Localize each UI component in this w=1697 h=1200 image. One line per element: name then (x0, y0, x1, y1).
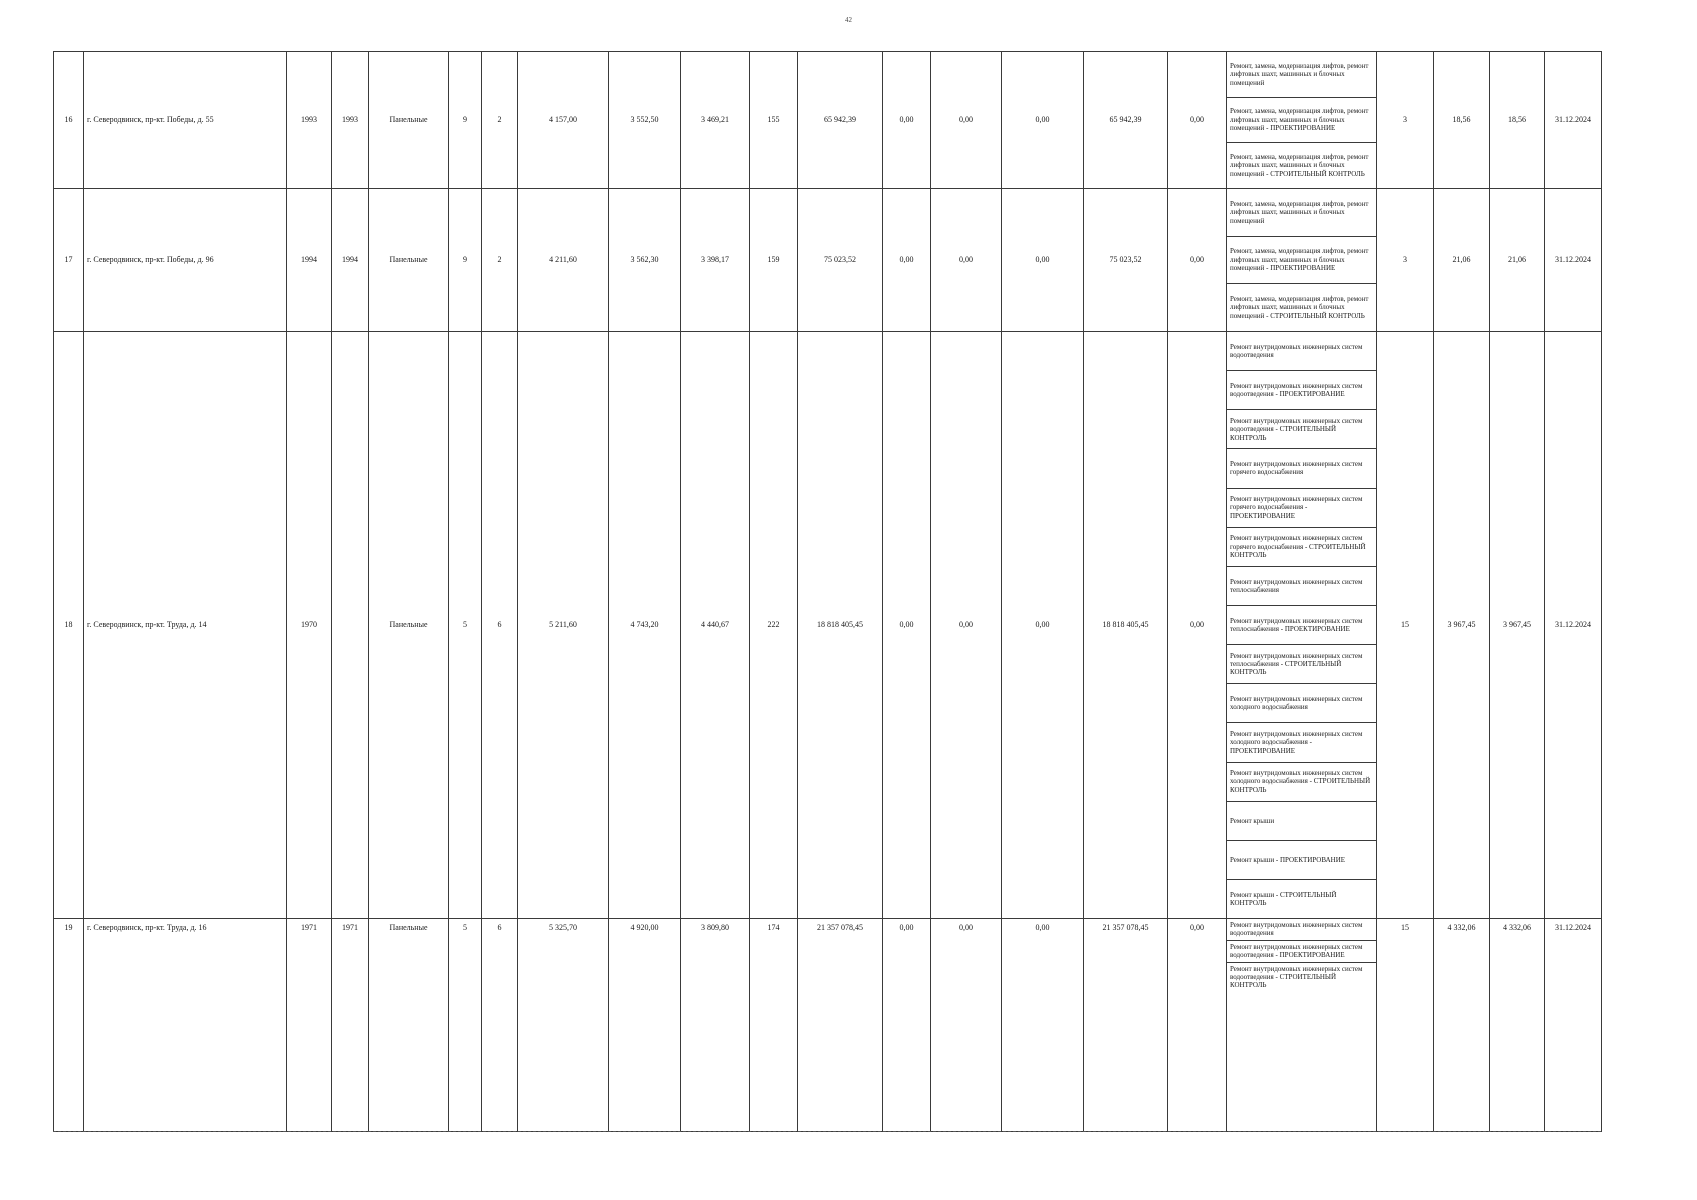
work-count-cell: 15 (1377, 919, 1434, 1132)
work-item: Ремонт внутридомовых инженерных систем холодного водоснабжения - СТРОИТЕЛЬНЫЙ КОНТРОЛЬ (1227, 763, 1376, 802)
work-item: Ремонт, замена, модернизация лифтов, ремонт лифтовых шахт, машинных и блочных помещений - СТРОИТЕЛЬНЫЙ КОНТРОЛЬ (1230, 153, 1369, 178)
unit-cost-max-cell: 3 967,45 (1490, 332, 1545, 919)
entrances-cell: 2 (482, 189, 518, 332)
table-row (54, 332, 1602, 919)
row-number: 18 (54, 332, 84, 919)
entrances-cell: 6 (482, 919, 518, 1132)
works-list (1227, 919, 1376, 992)
work-item: Ремонт крыши - ПРОЕКТИРОВАНИЕ (1227, 841, 1376, 880)
unit-cost-max-cell: 18,56 (1490, 52, 1545, 189)
cost-regional-cell: 0,00 (931, 189, 1002, 332)
work-item: Ремонт крыши - СТРОИТЕЛЬНЫЙ КОНТРОЛЬ (1230, 890, 1337, 908)
cost-owners-cell: 75 023,52 (1084, 189, 1168, 332)
works-cell (1227, 52, 1377, 189)
work-item: Ремонт внутридомовых инженерных систем теплоснабжения - СТРОИТЕЛЬНЫЙ КОНТРОЛЬ (1227, 645, 1376, 684)
work-item: Ремонт, замена, модернизация лифтов, ремонт лифтовых шахт, машинных и блочных помещений - ПРОЕКТИРОВАНИЕ (1227, 98, 1376, 144)
cost-total-cell: 18 818 405,45 (798, 332, 883, 919)
unit-cost-cell: 21,06 (1434, 189, 1490, 332)
unit-cost-max-cell: 21,06 (1490, 189, 1545, 332)
works-list (1227, 52, 1376, 188)
cost-regional-cell: 0,00 (931, 332, 1002, 919)
cost-local-cell: 0,00 (1002, 189, 1084, 332)
total-area-cell: 5 325,70 (518, 919, 609, 1132)
unit-cost-cell: 18,56 (1434, 52, 1490, 189)
area-premises-cell: 3 562,30 (609, 189, 681, 332)
table-row (54, 52, 1602, 189)
cost-federal-cell: 0,00 (883, 189, 931, 332)
repair-program-table (53, 51, 1602, 1132)
residents-cell: 174 (750, 919, 798, 1132)
work-item: Ремонт внутридомовых инженерных систем водоотведения - СТРОИТЕЛЬНЫЙ КОНТРОЛЬ (1227, 410, 1376, 449)
work-item: Ремонт внутридомовых инженерных систем холодного водоснабжения - ПРОЕКТИРОВАНИЕ (1227, 723, 1376, 762)
entrances-cell: 2 (482, 52, 518, 189)
floors-cell: 9 (449, 52, 482, 189)
residents-cell: 159 (750, 189, 798, 332)
work-item: Ремонт, замена, модернизация лифтов, ремонт лифтовых шахт, машинных и блочных помещений (1227, 52, 1376, 98)
work-item: Ремонт внутридомовых инженерных систем горячего водоснабжения (1227, 449, 1376, 488)
year-commissioned-cell (332, 332, 369, 919)
cost-other-cell: 0,00 (1168, 52, 1227, 189)
works-list (1227, 189, 1376, 331)
area-residential-cell: 3 469,21 (681, 52, 750, 189)
page-number: 42 (845, 16, 852, 24)
floors-cell: 9 (449, 189, 482, 332)
work-item: Ремонт внутридомовых инженерных систем горячего водоснабжения - СТРОИТЕЛЬНЫЙ КОНТРОЛЬ (1227, 528, 1376, 567)
year-built-cell: 1971 (287, 919, 332, 1132)
unit-cost-cell: 4 332,06 (1434, 919, 1490, 1132)
cost-total-cell: 65 942,39 (798, 52, 883, 189)
work-count-cell: 15 (1377, 332, 1434, 919)
work-count-cell: 3 (1377, 189, 1434, 332)
cost-local-cell: 0,00 (1002, 52, 1084, 189)
total-area-cell: 4 211,60 (518, 189, 609, 332)
area-residential-cell: 4 440,67 (681, 332, 750, 919)
area-residential-cell: 3 809,80 (681, 919, 750, 1132)
page-bottom-rule (53, 1131, 1601, 1132)
cost-owners-cell: 21 357 078,45 (1084, 919, 1168, 1132)
works-cell (1227, 332, 1377, 919)
deadline-cell: 31.12.2024 (1545, 52, 1602, 189)
cost-federal-cell: 0,00 (883, 52, 931, 189)
floors-cell: 5 (449, 919, 482, 1132)
wall-material-cell: Панельные (369, 332, 449, 919)
total-area-cell: 5 211,60 (518, 332, 609, 919)
works-list (1227, 332, 1376, 918)
work-item: Ремонт крыши (1227, 802, 1376, 841)
table-row (54, 919, 1602, 1132)
work-item: Ремонт внутридомовых инженерных систем горячего водоснабжения - ПРОЕКТИРОВАНИЕ (1227, 489, 1376, 528)
area-premises-cell: 4 920,00 (609, 919, 681, 1132)
unit-cost-max-cell: 4 332,06 (1490, 919, 1545, 1132)
cost-total-cell: 75 023,52 (798, 189, 883, 332)
residents-cell: 222 (750, 332, 798, 919)
address-cell: г. Северодвинск, пр-кт. Труда, д. 16 (84, 919, 287, 1132)
cost-local-cell: 0,00 (1002, 919, 1084, 1132)
cost-federal-cell: 0,00 (883, 919, 931, 1132)
row-number: 17 (54, 189, 84, 332)
wall-material-cell: Панельные (369, 52, 449, 189)
cost-regional-cell: 0,00 (931, 919, 1002, 1132)
year-commissioned-cell: 1994 (332, 189, 369, 332)
cost-regional-cell: 0,00 (931, 52, 1002, 189)
cost-owners-cell: 65 942,39 (1084, 52, 1168, 189)
works-cell (1227, 189, 1377, 332)
work-item: Ремонт, замена, модернизация лифтов, ремонт лифтовых шахт, машинных и блочных помещений - ПРОЕКТИРОВАНИЕ (1227, 237, 1376, 285)
work-item: Ремонт, замена, модернизация лифтов, ремонт лифтовых шахт, машинных и блочных помещений - СТРОИТЕЛЬНЫЙ КОНТРОЛЬ (1230, 295, 1369, 320)
work-item: Ремонт, замена, модернизация лифтов, ремонт лифтовых шахт, машинных и блочных помещений (1227, 189, 1376, 237)
table-row (54, 189, 1602, 332)
year-built-cell: 1994 (287, 189, 332, 332)
row-number: 19 (54, 919, 84, 1132)
row-number: 16 (54, 52, 84, 189)
unit-cost-cell: 3 967,45 (1434, 332, 1490, 919)
cost-owners-cell: 18 818 405,45 (1084, 332, 1168, 919)
work-item: Ремонт внутридомовых инженерных систем теплоснабжения - ПРОЕКТИРОВАНИЕ (1227, 606, 1376, 645)
cost-other-cell: 0,00 (1168, 189, 1227, 332)
entrances-cell: 6 (482, 332, 518, 919)
work-item: Ремонт внутридомовых инженерных систем теплоснабжения (1227, 567, 1376, 606)
deadline-cell: 31.12.2024 (1545, 189, 1602, 332)
cost-total-cell: 21 357 078,45 (798, 919, 883, 1132)
cost-local-cell: 0,00 (1002, 332, 1084, 919)
year-commissioned-cell: 1993 (332, 52, 369, 189)
year-commissioned-cell: 1971 (332, 919, 369, 1132)
deadline-cell: 31.12.2024 (1545, 919, 1602, 1132)
works-cell (1227, 919, 1377, 1132)
cost-federal-cell: 0,00 (883, 332, 931, 919)
total-area-cell: 4 157,00 (518, 52, 609, 189)
year-built-cell: 1993 (287, 52, 332, 189)
floors-cell: 5 (449, 332, 482, 919)
address-cell: г. Северодвинск, пр-кт. Победы, д. 55 (84, 52, 287, 189)
work-item: Ремонт внутридомовых инженерных систем водоотведения - ПРОЕКТИРОВАНИЕ (1227, 371, 1376, 410)
address-cell: г. Северодвинск, пр-кт. Труда, д. 14 (84, 332, 287, 919)
year-built-cell: 1970 (287, 332, 332, 919)
work-item: Ремонт внутридомовых инженерных систем водоотведения (1227, 919, 1376, 941)
area-premises-cell: 3 552,50 (609, 52, 681, 189)
residents-cell: 155 (750, 52, 798, 189)
cost-other-cell: 0,00 (1168, 919, 1227, 1132)
wall-material-cell: Панельные (369, 189, 449, 332)
area-residential-cell: 3 398,17 (681, 189, 750, 332)
cost-other-cell: 0,00 (1168, 332, 1227, 919)
work-item: Ремонт внутридомовых инженерных систем водоотведения - ПРОЕКТИРОВАНИЕ (1227, 941, 1376, 963)
work-item: Ремонт внутридомовых инженерных систем холодного водоснабжения (1227, 684, 1376, 723)
work-item: Ремонт внутридомовых инженерных систем водоотведения - СТРОИТЕЛЬНЫЙ КОНТРОЛЬ (1230, 964, 1363, 990)
address-cell: г. Северодвинск, пр-кт. Победы, д. 96 (84, 189, 287, 332)
wall-material-cell: Панельные (369, 919, 449, 1132)
work-count-cell: 3 (1377, 52, 1434, 189)
work-item: Ремонт внутридомовых инженерных систем водоотведения (1227, 332, 1376, 371)
area-premises-cell: 4 743,20 (609, 332, 681, 919)
deadline-cell: 31.12.2024 (1545, 332, 1602, 919)
